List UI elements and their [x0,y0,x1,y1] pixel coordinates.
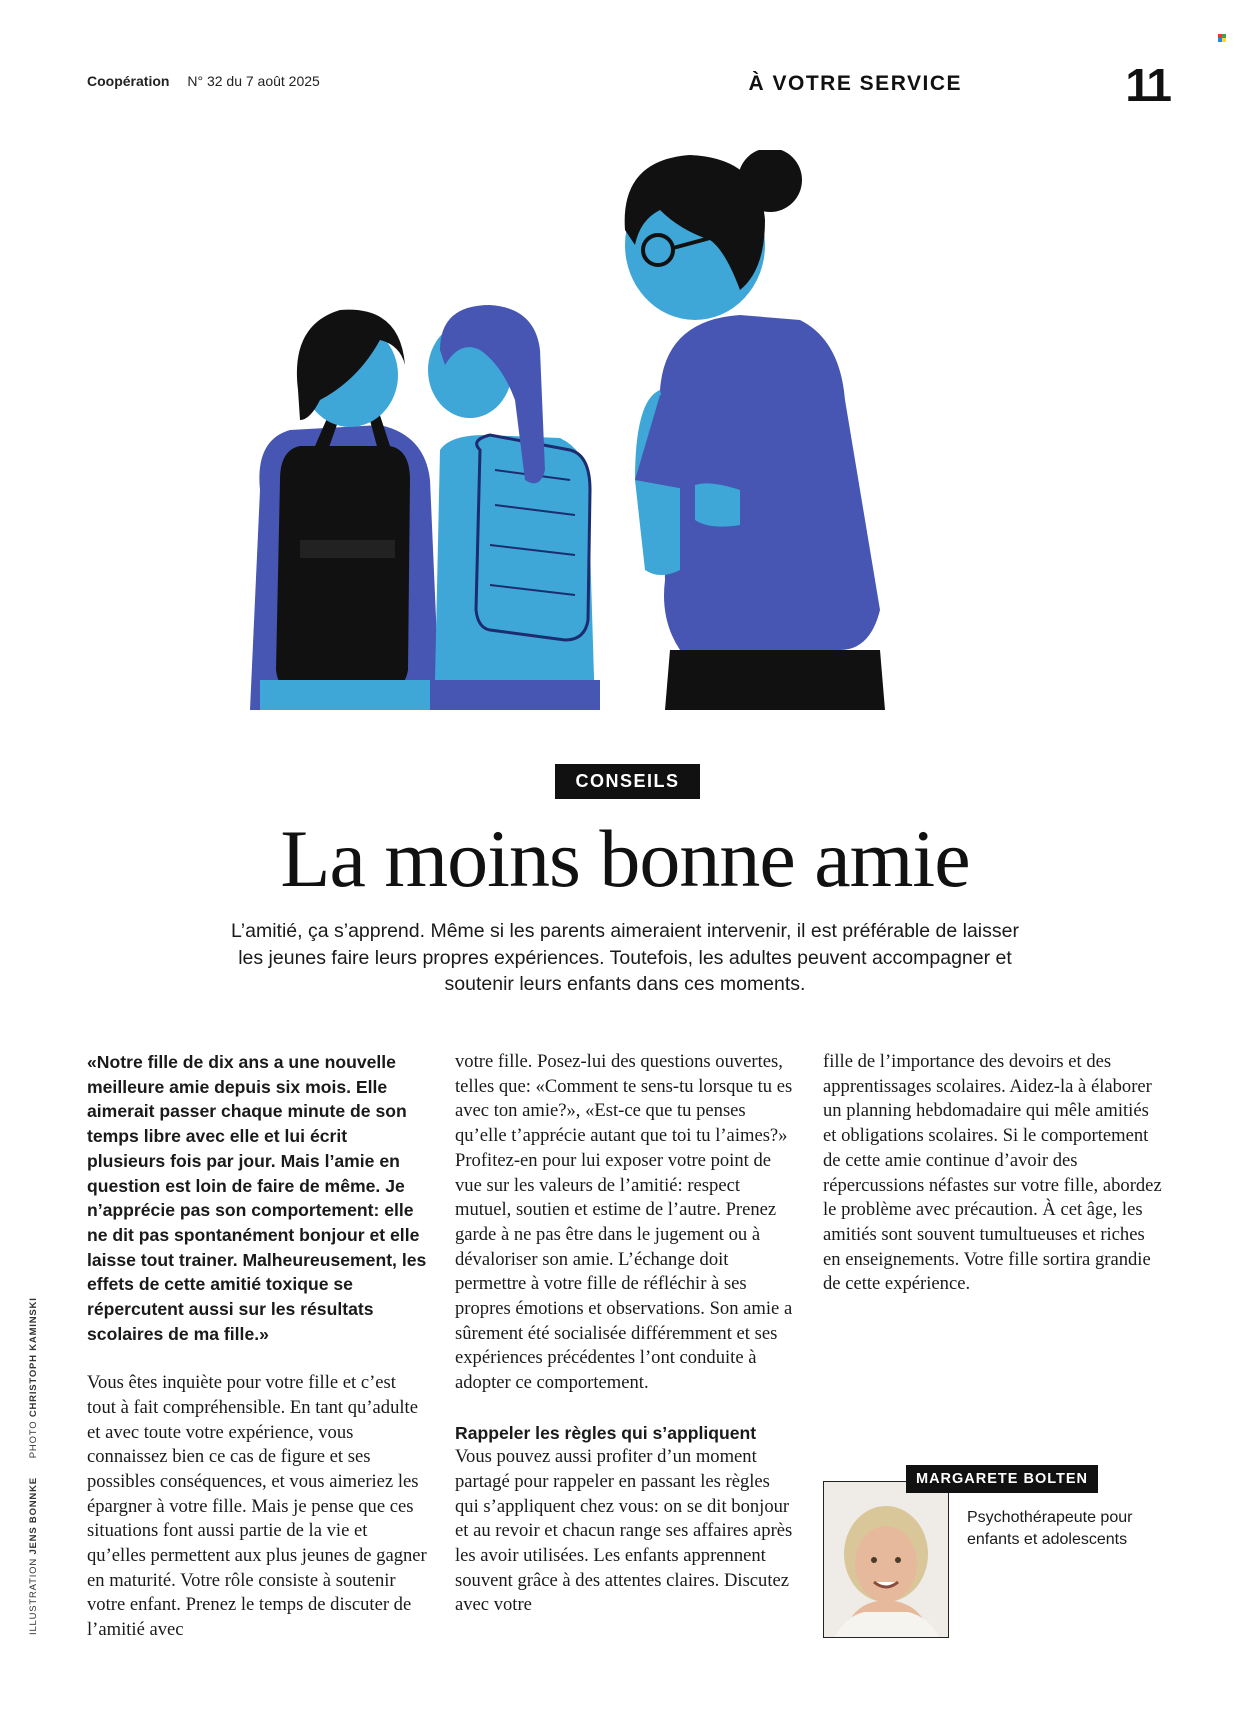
author-photo [823,1481,949,1638]
color-registration-mark [1218,34,1226,42]
column-1 [87,1050,427,1643]
subheading: Rappeler les règles qui s’appliquent [455,1422,757,1443]
adult-figure [625,150,885,710]
illustrator-name: JENS BONNKE [28,1477,39,1555]
image-credits [28,1297,39,1635]
publication-name: Coopération [87,73,170,89]
body-paragraph-4: fille de l’importance des devoirs et des apprentissages scolaires. Aidez-la à élaborer un planning hebdomadaire qui mêle amitiés et obligations scolaires. Si le comportement de cette amie continue d’avoir des répercussions néfastes sur votre fille, abordez le problème avec précaution. À cet âge, les amitiés sont souvent tumultueuses et riches en enseignements. Votre fille sortira grandie de cette expérience. [823,1051,1162,1295]
body-paragraph-1: Vous êtes inquiète pour votre fille et c’est tout à fait compréhensible. En tant qu’adulte et avec toute votre expérience, vous connaissez bien ce cas de figure et ses possibles conséquences, et vous aimeriez les épargner à votre fille. Mais je pense que ces situations font aussi partie de la vie et qu’elles permettent aux plus jeunes de gagner en maturité. Votre rôle consiste à soutenir votre enfant. Prenez le temps de discuter de l’amitié avec [87,1372,427,1641]
category-tag: CONSEILS [555,764,700,799]
issue-info: N° 32 du 7 août 2025 [187,73,320,89]
column-2 [455,1050,795,1618]
girl-left-figure [250,310,440,710]
author-name: MARGARETE BOLTEN [906,1465,1098,1493]
illustration-children-and-adult [240,150,960,710]
illustration-credit-label: ILLUSTRATION [28,1558,39,1635]
body-paragraph-3: Vous pouvez aussi profiter d’un moment partagé pour rappeler en passant les règles qui s’appliquent chez vous: on se dit bonjour et au revoir et chacun range ses affaires après les avoir utilisées. Les enfants apprennent souvent grâce à des attentes claires. Discutez avec votre [455,1446,793,1616]
photographer-name: CHRISTOPH KAMINSKI [28,1297,39,1418]
body-paragraph-2: votre fille. Posez-lui des questions ouvertes, telles que: «Comment te sens-tu lorsque tu es avec ton amie?», «Est-ce que tu penses qu’elle t’apprécie autant que toi tu l’aimes?» Profitez-en pour lui exposer votre point de vue sur les valeurs de l’amitié: respect mutuel, soutien et estime de l’autre. Prenez garde à ne pas être dans le jugement ou à dévaloriser son amie. L’échange doit permettre à votre fille de réfléchir à ses propres émotions et observations. Son amie a sûrement été socialisée différemment et ses expériences précédentes l’ont conduite à adopter ce comportement. [455,1051,793,1394]
photo-credit-label: PHOTO [28,1420,39,1459]
section-label: À VOTRE SERVICE [748,72,962,95]
reader-question: «Notre fille de dix ans a une nouvelle meilleure amie depuis six mois. Elle aimerait passer chaque minute de son temps libre avec elle et lui écrit plusieurs fois par jour. Mais l’amie en question est loin de faire de même. Je n’apprécie pas son comportement: elle ne dit pas spontanément bonjour et elle laisse tout trainer. Malheureusement, les effets de cette amitié toxique se répercutent aussi sur les résultats scolaires de ma fille.» [87,1052,427,1344]
author-role: Psychothérapeute pour enfants et adolescents [967,1509,1133,1548]
column-3 [823,1050,1163,1297]
girl-middle-figure [428,305,600,710]
article-title: La moins bonne amie [280,813,970,904]
article-lead: L’amitié, ça s’apprend. Même si les parents aimeraient intervenir, il est préférable de laisser les jeunes faire leurs propres expériences. Toutefois, les adultes peuvent accompagner et soutenir leurs enfants dans ces moments. [231,920,1019,995]
page-number: 11 [1125,59,1170,111]
publication-line [87,73,320,89]
